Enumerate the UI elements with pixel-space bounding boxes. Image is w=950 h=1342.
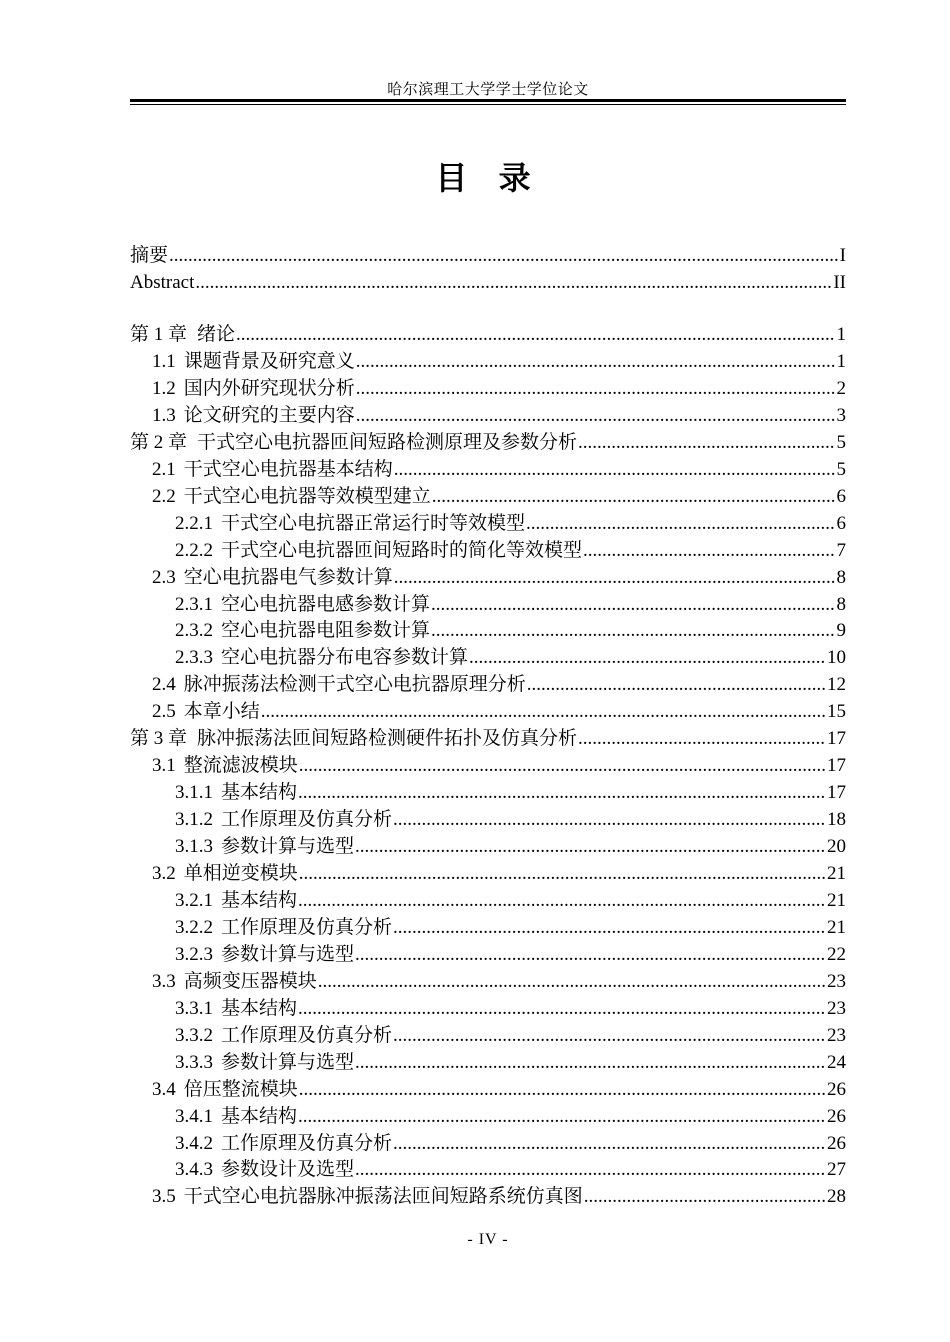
toc-entry-number: 3.1 <box>152 755 176 776</box>
toc-entry-label: 基本结构 <box>221 1106 298 1127</box>
toc-entry-label: 整流滤波模块 <box>183 755 298 776</box>
toc-dot-leader <box>318 970 825 993</box>
toc-entry[interactable] <box>130 1128 846 1155</box>
toc-entry-number: 3.1.2 <box>175 809 213 830</box>
toc-entry-number: 3.2.3 <box>175 944 213 965</box>
toc-entry[interactable] <box>130 1074 846 1101</box>
toc-entry-page: 5 <box>836 432 846 453</box>
toc-entry[interactable] <box>130 535 846 562</box>
toc-entry-number: 3.1.3 <box>175 836 213 857</box>
toc-entry-page: 21 <box>827 863 846 884</box>
toc-entry[interactable] <box>130 267 846 294</box>
toc-entry-page: 26 <box>827 1133 846 1154</box>
toc-entry-page: 6 <box>836 513 846 534</box>
toc-dot-leader <box>298 781 825 804</box>
toc-entry-page: 22 <box>827 944 846 965</box>
toc-entry-label: 单相逆变模块 <box>183 863 298 884</box>
toc-entry-label: 工作原理及仿真分析 <box>221 917 393 938</box>
toc-entry-number: 3.5 <box>152 1186 176 1207</box>
toc-dot-leader <box>393 916 825 939</box>
toc-entry-number: 2.3.1 <box>175 594 213 615</box>
toc-entry-number: 3.4.3 <box>175 1159 213 1180</box>
toc-entry-page: 10 <box>827 647 846 668</box>
toc-entry[interactable] <box>130 454 846 481</box>
toc-entry[interactable] <box>130 1020 846 1047</box>
toc-dot-leader <box>469 646 825 669</box>
toc-entry-number: 2.3.3 <box>175 647 213 668</box>
header-rule-thin <box>130 104 846 105</box>
toc-entry[interactable] <box>130 1181 846 1208</box>
toc-entry[interactable] <box>130 723 846 750</box>
toc-entry-number: 2.3 <box>152 567 176 588</box>
toc-entry-label: 干式空心电抗器等效模型建立 <box>183 486 431 507</box>
toc-dot-leader <box>583 539 834 562</box>
toc-dot-leader <box>393 808 825 831</box>
toc-entry-number: 3.3 <box>152 971 176 992</box>
toc-entry[interactable] <box>130 939 846 966</box>
toc-entry-number: 3.3.1 <box>175 998 213 1019</box>
toc-entry-label: 基本结构 <box>221 998 298 1019</box>
toc-entry[interactable] <box>130 669 846 696</box>
toc-entry[interactable] <box>130 966 846 993</box>
toc-entry[interactable] <box>130 240 846 267</box>
toc-entry-number: 2.4 <box>152 674 176 695</box>
toc-dot-leader <box>299 754 825 777</box>
toc-dot-leader <box>526 512 834 535</box>
toc-entry-page: 20 <box>827 836 846 857</box>
toc-entry-page: 12 <box>827 674 846 695</box>
page-title: 目 录 <box>435 159 541 197</box>
toc-entry-label: 干式空心电抗器匝间短路检测原理及参数分析 <box>197 432 578 453</box>
toc-dot-leader <box>355 1158 825 1181</box>
toc-entry-number: 1.3 <box>152 405 176 426</box>
toc-entry-number: 2.2.2 <box>175 540 213 561</box>
toc-entry[interactable] <box>130 615 846 642</box>
toc-entry-page: 26 <box>827 1106 846 1127</box>
toc-entry-label: 基本结构 <box>221 782 298 803</box>
toc-entry-page: 15 <box>827 701 846 722</box>
toc-entry-page: 7 <box>836 540 846 561</box>
toc-entry[interactable] <box>130 427 846 454</box>
toc-entry-label: 高频变压器模块 <box>183 971 317 992</box>
toc-entry[interactable] <box>130 508 846 535</box>
toc-entry-number: 3.2 <box>152 863 176 884</box>
toc-entry-number: 1.2 <box>152 378 176 399</box>
toc-entry-page: 28 <box>827 1186 846 1207</box>
toc-entry-page: 21 <box>827 890 846 911</box>
toc-dot-leader <box>356 350 835 373</box>
toc-dot-leader <box>355 835 825 858</box>
toc-entry-page: 1 <box>836 351 846 372</box>
toc-entry[interactable] <box>130 373 846 400</box>
toc-entry-page: 1 <box>836 324 846 345</box>
toc-dot-leader <box>195 271 831 294</box>
toc-dot-leader <box>431 593 834 616</box>
toc-dot-leader <box>299 862 825 885</box>
toc-entry-label: 参数计算与选型 <box>221 944 355 965</box>
toc-entry-page: 8 <box>836 594 846 615</box>
toc-entry-page: 23 <box>827 1025 846 1046</box>
toc-entry-page: 21 <box>827 917 846 938</box>
toc-dot-leader <box>394 566 835 589</box>
toc-dot-leader <box>355 943 825 966</box>
toc-entry-page: 8 <box>836 567 846 588</box>
toc-entry-label: 工作原理及仿真分析 <box>221 1025 393 1046</box>
toc-dot-leader <box>356 404 835 427</box>
toc-entry-page: I <box>839 245 846 266</box>
toc-entry-number: 2.5 <box>152 701 176 722</box>
toc-dot-leader <box>356 377 835 400</box>
toc-entry-label: 工作原理及仿真分析 <box>221 1133 393 1154</box>
toc-entry[interactable] <box>130 858 846 885</box>
toc-entry-label: 课题背景及研究意义 <box>183 351 355 372</box>
toc-dot-leader <box>578 727 825 750</box>
toc-entry-page: 26 <box>827 1079 846 1100</box>
toc-dot-leader <box>578 431 834 454</box>
toc-dot-leader <box>299 1078 825 1101</box>
toc-entry-page: 17 <box>827 728 846 749</box>
toc-entry-number: 3.3.2 <box>175 1025 213 1046</box>
toc-entry-label: 本章小结 <box>183 701 260 722</box>
toc-entry[interactable] <box>130 804 846 831</box>
toc-dot-leader <box>432 485 835 508</box>
toc-dot-leader <box>393 1024 825 1047</box>
toc-entry-page: 23 <box>827 998 846 1019</box>
toc-dot-leader <box>527 673 825 696</box>
toc-entry-label: 脉冲振荡法匝间短路检测硬件拓扑及仿真分析 <box>197 728 578 749</box>
toc-entry-label: 参数计算与选型 <box>221 836 355 857</box>
toc-entry-label: 基本结构 <box>221 890 298 911</box>
toc-entry-number: 2.3.2 <box>175 620 213 641</box>
toc-entry-label: 干式空心电抗器正常运行时等效模型 <box>221 513 526 534</box>
toc-entry[interactable] <box>130 400 846 427</box>
running-header: 哈尔滨理工大学学士学位论文 <box>387 82 589 98</box>
toc-entry[interactable] <box>130 777 846 804</box>
toc-dot-leader <box>169 244 838 267</box>
toc-entry-number: 第 1 章 <box>130 324 188 345</box>
header-rule-thick <box>130 99 846 102</box>
toc-entry[interactable] <box>130 1047 846 1074</box>
toc-entry-label: 空心电抗器分布电容参数计算 <box>221 647 469 668</box>
toc-entry-label: 干式空心电抗器基本结构 <box>183 459 393 480</box>
toc-entry-number: 第 3 章 <box>130 728 188 749</box>
toc-entry[interactable] <box>130 912 846 939</box>
toc-entry-page: 17 <box>827 782 846 803</box>
toc-entry-label: 脉冲振荡法检测干式空心电抗器原理分析 <box>183 674 526 695</box>
toc-entry-number: 3.4 <box>152 1079 176 1100</box>
toc-entry-label: 论文研究的主要内容 <box>183 405 355 426</box>
toc-entry-label: 空心电抗器电感参数计算 <box>221 594 431 615</box>
toc-entry-number: 3.2.2 <box>175 917 213 938</box>
toc-entry[interactable] <box>130 589 846 616</box>
toc-entry-page: 9 <box>836 620 846 641</box>
toc-entry[interactable] <box>130 346 846 373</box>
toc-entry-label: 绪论 <box>197 324 236 345</box>
toc-entry[interactable] <box>130 562 846 589</box>
toc-entry-page: 24 <box>827 1052 846 1073</box>
toc-entry-page: II <box>833 272 846 293</box>
toc-entry-number: 2.2 <box>152 486 176 507</box>
toc-entry-number: 3.1.1 <box>175 782 213 803</box>
toc-entry[interactable] <box>130 696 846 723</box>
toc-dot-leader <box>298 889 825 912</box>
toc-entry[interactable] <box>130 993 846 1020</box>
toc-dot-leader <box>298 1105 825 1128</box>
toc-entry-page: 2 <box>836 378 846 399</box>
toc-dot-leader <box>393 1132 825 1155</box>
toc-dot-leader <box>298 997 825 1020</box>
toc-entry-label: 干式空心电抗器脉冲振荡法匝间短路系统仿真图 <box>183 1186 583 1207</box>
toc-entry[interactable] <box>130 1154 846 1181</box>
toc-entry[interactable] <box>130 831 846 858</box>
toc-entry[interactable] <box>130 642 846 669</box>
page-number: - IV - <box>467 1231 509 1248</box>
toc-entry-label: 国内外研究现状分析 <box>183 378 355 399</box>
toc-entry-page: 27 <box>827 1159 846 1180</box>
toc-entry-label: 干式空心电抗器匝间短路时的简化等效模型 <box>221 540 583 561</box>
toc-entry-label: 空心电抗器电阻参数计算 <box>221 620 431 641</box>
toc-entry-label: 摘要 <box>130 245 169 266</box>
toc-entry-number: 1.1 <box>152 351 176 372</box>
toc-dot-leader <box>261 700 825 723</box>
toc-entry-number: 3.3.3 <box>175 1052 213 1073</box>
toc-entry-label: 工作原理及仿真分析 <box>221 809 393 830</box>
toc-entry[interactable] <box>130 1101 846 1128</box>
toc-entry-number: 2.2.1 <box>175 513 213 534</box>
toc-dot-leader <box>584 1185 825 1208</box>
toc-entry-page: 17 <box>827 755 846 776</box>
toc-entry[interactable] <box>130 750 846 777</box>
toc-entry[interactable] <box>130 885 846 912</box>
toc-entry-label: Abstract <box>130 272 195 293</box>
toc-dot-leader <box>355 1051 825 1074</box>
toc-dot-leader <box>394 458 835 481</box>
toc-entry-label: 空心电抗器电气参数计算 <box>183 567 393 588</box>
toc-entry-label: 参数设计及选型 <box>221 1159 355 1180</box>
toc-dot-leader <box>236 323 834 346</box>
toc-entry-page: 18 <box>827 809 846 830</box>
toc-dot-leader <box>431 619 834 642</box>
toc-entry[interactable] <box>130 481 846 508</box>
toc-entry-label: 参数计算与选型 <box>221 1052 355 1073</box>
toc-entry-number: 3.2.1 <box>175 890 213 911</box>
toc-entry-page: 6 <box>836 486 846 507</box>
toc-entry-page: 23 <box>827 971 846 992</box>
toc-entry-number: 3.4.2 <box>175 1133 213 1154</box>
toc-entry-number: 第 2 章 <box>130 432 188 453</box>
toc-entry-number: 2.1 <box>152 459 176 480</box>
toc-entry[interactable] <box>130 319 846 346</box>
toc-entry-page: 5 <box>836 459 846 480</box>
toc-entry-number: 3.4.1 <box>175 1106 213 1127</box>
toc-entry-label: 倍压整流模块 <box>183 1079 298 1100</box>
toc-entry-page: 3 <box>836 405 846 426</box>
